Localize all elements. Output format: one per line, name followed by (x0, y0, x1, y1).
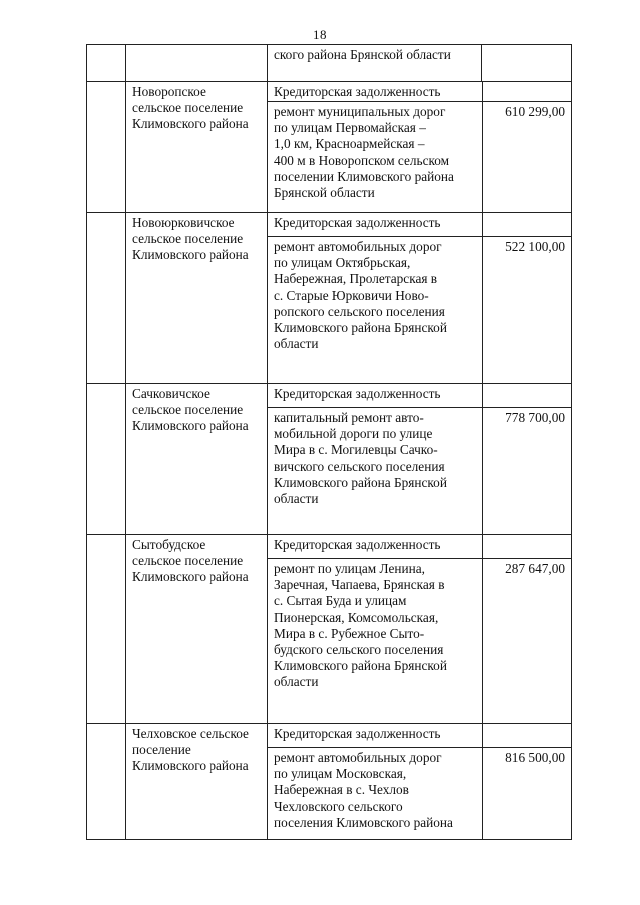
description-line: с. Сытая Буда и улицам (274, 593, 407, 609)
table-row (87, 534, 571, 723)
description-line: Климовского района Брянской (274, 474, 447, 490)
description-line: Мира в с. Рубежное Сыто- (274, 625, 425, 641)
settlement-name (126, 384, 268, 534)
amount-header-blank (483, 213, 571, 237)
amount-value: 816 500,00 (505, 750, 565, 765)
work-description (268, 408, 482, 534)
description-line: 1,0 км, Красноармейская – (274, 136, 425, 152)
description-line: Климовского района Брянской (274, 658, 447, 674)
continuation-text: ского района Брянской области (268, 45, 482, 81)
settlement-name-line: Челховское сельское (132, 726, 249, 741)
amount-header-blank (483, 82, 571, 102)
amount-header-blank (483, 384, 571, 408)
settlement-name (126, 724, 268, 839)
number-cell (87, 82, 126, 212)
number-cell (87, 45, 126, 81)
settlement-name (126, 82, 268, 212)
budget-table (86, 44, 572, 840)
description-line: мобильной дороги по улице (274, 426, 433, 442)
number-cell (87, 724, 126, 839)
description-line: ремонт автомобильных дорог (274, 239, 442, 254)
settlement-name-line: сельское поселение (132, 100, 244, 115)
category-label: Кредиторская задолженность (268, 535, 482, 559)
number-cell (87, 213, 126, 383)
description-line: будского сельского поселения (274, 642, 444, 658)
table-row (87, 81, 571, 212)
amount-header-blank (483, 724, 571, 748)
table-row (87, 383, 571, 534)
settlement-name-line: Новоюрковичское (132, 215, 235, 230)
description-line: Мира в с. Могилевцы Сачко- (274, 442, 438, 458)
description-cell (268, 724, 483, 839)
work-description (268, 559, 482, 723)
category-label: Кредиторская задолженность (268, 82, 482, 102)
settlement-cell (126, 45, 268, 81)
work-description (268, 748, 482, 839)
amount-cell (483, 82, 571, 212)
amount-cell (483, 535, 571, 723)
page-number: 18 (313, 27, 327, 42)
description-line: области (274, 491, 319, 507)
description-line: Набережная в с. Чехлов (274, 782, 409, 798)
description-line: по улицам Московская, (274, 766, 407, 782)
number-cell (87, 535, 126, 723)
settlement-name-line: сельское поселение (132, 231, 244, 246)
description-line: Чехловского сельского (274, 798, 403, 814)
settlement-name-line: Климовского района (132, 758, 249, 773)
description-line: по улицам Октябрьская, (274, 255, 411, 271)
description-line: области (274, 674, 319, 690)
amount-cell (483, 384, 571, 534)
amount-value: 610 299,00 (505, 104, 565, 119)
description-cell (268, 82, 483, 212)
description-line: поселения Климовского района (274, 814, 453, 830)
description-line: капитальный ремонт авто- (274, 410, 424, 425)
description-line: Брянской области (274, 185, 375, 201)
description-line: области (274, 336, 319, 352)
description-cell (268, 535, 483, 723)
description-line: вичского сельского поселения (274, 458, 445, 474)
amount-cell (483, 724, 571, 839)
amount-value: 778 700,00 (505, 410, 565, 425)
number-cell (87, 384, 126, 534)
settlement-name-line: Сытобудское (132, 537, 206, 552)
settlement-name-line: Новоропское (132, 84, 206, 99)
category-label: Кредиторская задолженность (268, 213, 482, 237)
settlement-name-line: поселение (132, 742, 191, 757)
settlement-name-line: Климовского района (132, 418, 249, 433)
table-row-continuation (87, 45, 571, 81)
settlement-name-line: Климовского района (132, 247, 249, 262)
description-line: Пионерская, Комсомольская, (274, 609, 439, 625)
settlement-name-line: Климовского района (132, 569, 249, 584)
amount-header-blank (483, 535, 571, 559)
settlement-name (126, 213, 268, 383)
description-line: ремонт автомобильных дорог (274, 750, 442, 765)
amount-value: 287 647,00 (505, 561, 565, 576)
settlement-name-line: сельское поселение (132, 553, 244, 568)
settlement-name (126, 535, 268, 723)
amount-cell (483, 213, 571, 383)
amount-value: 522 100,00 (505, 239, 565, 254)
settlement-name-line: Сачковичское (132, 386, 210, 401)
description-line: Климовского района Брянской (274, 320, 447, 336)
description-line: ремонт муниципальных дорог (274, 104, 446, 119)
work-description (268, 237, 482, 383)
description-line: по улицам Первомайская – (274, 120, 426, 136)
work-description (268, 102, 482, 212)
amount-cell (482, 45, 570, 81)
description-line: 400 м в Новоропском сельском (274, 152, 450, 168)
description-cell (268, 213, 483, 383)
description-line: Набережная, Пролетарская в (274, 271, 438, 287)
settlement-name-line: сельское поселение (132, 402, 244, 417)
settlement-name-line: Климовского района (132, 116, 249, 131)
description-line: Заречная, Чапаева, Брянская в (274, 577, 445, 593)
description-cell (268, 384, 483, 534)
category-label: Кредиторская задолженность (268, 384, 482, 408)
table-row (87, 723, 571, 839)
table-row (87, 212, 571, 383)
description-line: ропского сельского поселения (274, 303, 445, 319)
description-line: с. Старые Юрковичи Ново- (274, 287, 429, 303)
description-line: поселении Климовского района (274, 168, 454, 184)
description-line: ремонт по улицам Ленина, (274, 561, 425, 576)
category-label: Кредиторская задолженность (268, 724, 482, 748)
